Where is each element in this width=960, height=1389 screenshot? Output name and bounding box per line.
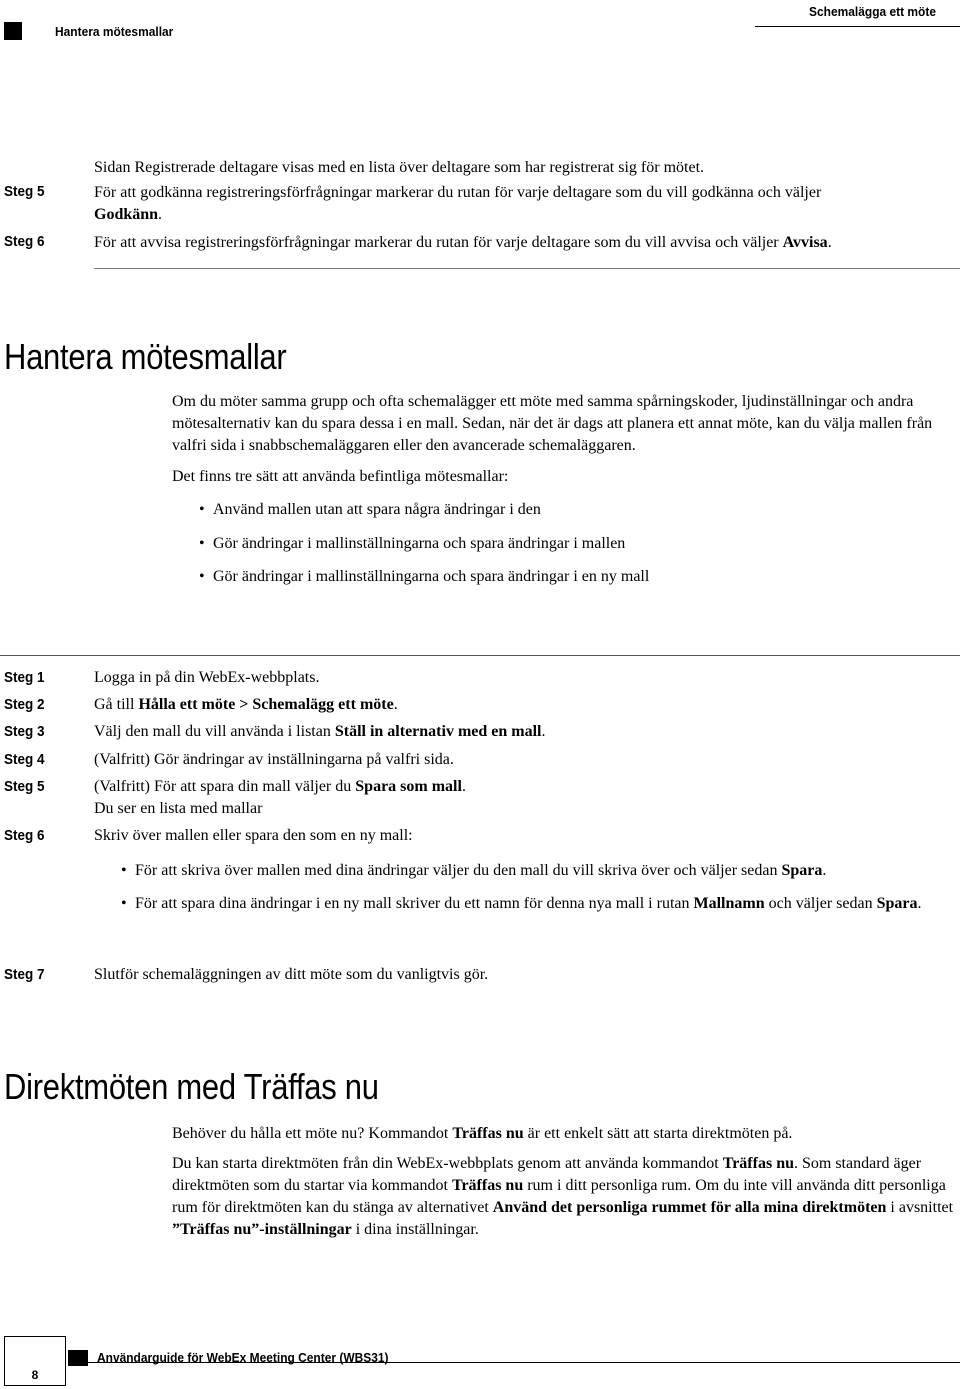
footer-marker — [68, 1350, 88, 1366]
templates-intro-paragraph: Om du möter samma grupp och ofta schemalägger ett möte med samma spårningskoder, ljudinställningar och andra mötesalternativ kan du spara dessa i en mall. Sedan, när det är dags att planera ett annat möte, kan du välja mallen från valfri sida i snabbschemaläggaren eller den avancerade schemaläggaren. — [172, 393, 933, 454]
section-divider — [94, 268, 960, 269]
procedure-divider — [0, 655, 960, 656]
step1-text: Logga in på din WebEx-webbplats. — [94, 669, 320, 686]
list-item: • För att skriva över mallen med dina ändringar väljer du den mall du vill skriva över och väljer sedan Spara. — [121, 860, 960, 882]
header-section-title: Hantera mötesmallar — [55, 24, 174, 39]
step3-label: Steg 3 — [4, 723, 45, 740]
top-step6-text: För att avvisa registreringsförfrågningar markerar du rutan för varje deltagare som du vill avvisa och väljer Avvisa. — [94, 234, 832, 251]
templates-ways-paragraph: Det finns tre sätt att använda befintliga mötesmallar: — [172, 468, 509, 485]
top-step5-text-line2: Godkänn. — [94, 206, 163, 223]
template-usage-list — [199, 499, 939, 588]
save-as-template-term: Spara som mall — [355, 778, 462, 795]
step2-label: Steg 2 — [4, 696, 45, 713]
step7-label: Steg 7 — [4, 966, 45, 983]
step5-text: (Valfritt) För att spara din mall väljer du Spara som mall. — [94, 778, 466, 795]
step6-options-list — [121, 860, 960, 926]
registered-intro-text: Sidan Registrerade deltagare visas med en lista över deltagare som har registrerat sig för mötet. — [94, 159, 705, 176]
template-list-name: Ställ in alternativ med en mall — [334, 723, 542, 740]
list-item: • För att spara dina ändringar i en ny mall skriver du ett namn för denna nya mall i rutan Mallnamn och väljer sedan Spara. — [121, 893, 960, 915]
meet-now-details: Du kan starta direktmöten från din WebEx-webbplats genom att använda kommandot Träffas nu. Som standard äger direktmöten som du startar via kommandot Träffas nu rum i ditt personliga rum. Om du inte vill använda ditt personliga rum för direktmöten kan du stänga av alternativet Använd det personliga rummet för alla mina direktmöten i avsnittet ”Träffas nu”-inställningar i dina inställningar. — [172, 1155, 954, 1238]
step6-label: Steg 6 — [4, 827, 45, 844]
menu-path: Hålla ett möte > Schemalägg ett möte — [138, 696, 394, 713]
approve-term: Godkänn — [94, 206, 159, 223]
header-marker — [4, 22, 22, 40]
list-item: • Gör ändringar i mallinställningarna och spara ändringar i en ny mall — [199, 566, 939, 588]
section-heading-templates: Hantera mötesmallar — [4, 336, 287, 377]
top-step5-label: Steg 5 — [4, 183, 45, 200]
reject-term: Avvisa — [782, 234, 828, 251]
step5-label: Steg 5 — [4, 778, 45, 795]
footer-guide-title: Användarguide för WebEx Meeting Center (WBS31) — [97, 1350, 389, 1365]
step3-text: Välj den mall du vill använda i listan Ställ in alternativ med en mall. — [94, 723, 546, 740]
top-step6-label: Steg 6 — [4, 233, 45, 250]
step5-text-line2: Du ser en lista med mallar — [94, 800, 263, 817]
step4-text: (Valfritt) Gör ändringar av inställningarna på valfri sida. — [94, 751, 454, 768]
section-heading-meet-now: Direktmöten med Träffas nu — [4, 1066, 379, 1107]
step7-text: Slutför schemaläggningen av ditt möte som du vanligtvis gör. — [94, 966, 489, 983]
list-item: • Gör ändringar i mallinställningarna och spara ändringar i mallen — [199, 533, 939, 555]
list-item: • Använd mallen utan att spara några ändringar i den — [199, 499, 939, 521]
header-chapter-title: Schemalägga ett möte — [809, 4, 936, 19]
top-step5-text: För att godkänna registreringsförfrågningar markerar du rutan för varje deltagare som du vill godkänna och väljer — [94, 184, 822, 201]
step1-label: Steg 1 — [4, 669, 45, 686]
meet-now-intro: Behöver du hålla ett möte nu? Kommandot Träffas nu är ett enkelt sätt att starta direktmöten på. — [172, 1125, 793, 1142]
page-number: 8 — [31, 1368, 39, 1382]
step4-label: Steg 4 — [4, 751, 45, 768]
step6-text: Skriv över mallen eller spara den som en ny mall: — [94, 827, 413, 844]
step2-text: Gå till Hålla ett möte > Schemalägg ett möte. — [94, 696, 398, 713]
header-rule — [755, 26, 960, 27]
